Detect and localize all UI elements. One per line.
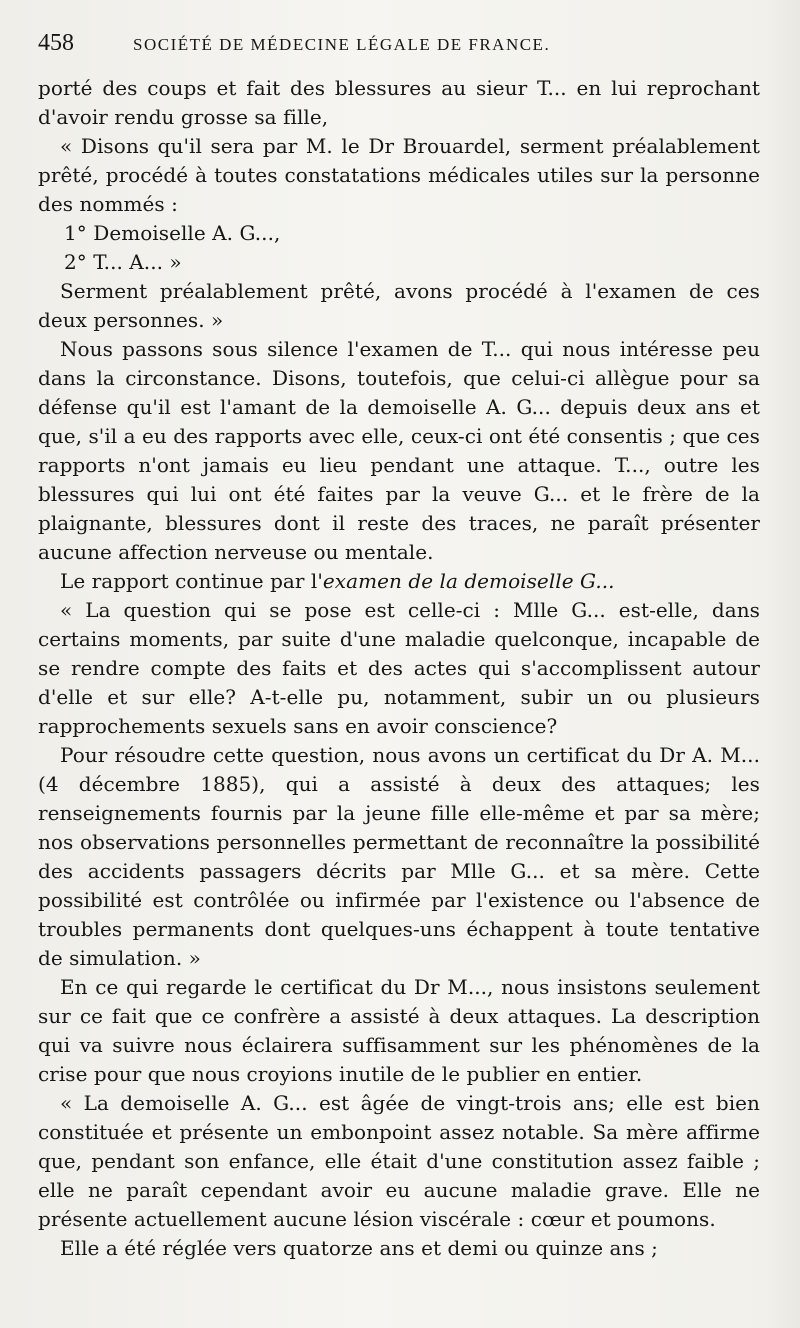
paragraph-7: Pour résoudre cette question, nous avons un certificat du Dr A. M... (4 décembre 1885), qui a assisté à deux des attaques; les renseignements fournis par la jeune fille elle-même et par sa mère; nos observations personnelles permettant de reconnaître la possibilité des accidents passagers décrits par Mlle G... et sa mère. Cette possibilité est contrôlée ou infirmée par l'existence ou l'absence de troubles permanents dont quelques-uns échappent à toute tentative de simulation. »	[38, 743, 760, 970]
paragraph-5	[38, 567, 760, 596]
paragraph-2: « Disons qu'il sera par M. le Dr Brouardel, serment préalablement prêté, procédé à toutes constatations médicales utiles sur la personne des nommés :	[38, 134, 760, 216]
list-item-1: 1° Demoiselle A. G...,	[64, 221, 281, 245]
paragraph-8: En ce qui regarde le certificat du Dr M..., nous insistons seulement sur ce fait que ce confrère a assisté à deux attaques. La description qui va suivre nous éclairera suffisamment sur les phénomènes de la crise pour que nous croyions inutile de le publier en entier.	[38, 975, 760, 1086]
paragraph-10: Elle a été réglée vers quatorze ans et demi ou quinze ans ;	[60, 1236, 658, 1260]
paragraph-6: « La question qui se pose est celle-ci : Mlle G... est-elle, dans certains moments, par suite d'une maladie quelconque, incapable de se rendre compte des faits et des actes qui s'accomplissent autour d'elle et sur elle? A-t-elle pu, notamment, subir un ou plusieurs rapprochements sexuels sans en avoir conscience?	[38, 598, 760, 738]
paragraph-3: Serment préalablement prêté, avons procédé à l'examen de ces deux personnes. »	[38, 279, 760, 332]
paragraph-9: « La demoiselle A. G... est âgée de vingt-trois ans; elle est bien constituée et présente un embonpoint assez notable. Sa mère affirme que, pendant son enfance, elle était d'une constitution assez faible ; elle ne paraît cependant avoir eu aucune maladie grave. Elle ne présente actuellement aucune lésion viscérale : cœur et poumons.	[38, 1091, 760, 1231]
paragraph-1: porté des coups et fait des blessures au sieur T... en lui reprochant d'avoir rendu grosse sa fille,	[38, 76, 760, 129]
paragraph-5-text: Le rapport continue par l'	[60, 569, 323, 593]
page-edge-shadow	[764, 0, 800, 1328]
running-title: SOCIÉTÉ DE MÉDECINE LÉGALE DE FRANCE.	[133, 35, 551, 54]
paragraph-5-italic: examen de la demoiselle G...	[322, 569, 615, 593]
page-number: 458	[38, 30, 74, 56]
body-text	[38, 74, 760, 1263]
paragraph-4: Nous passons sous silence l'examen de T... qui nous intéresse peu dans la circonstance. Disons, toutefois, que celui-ci allègue pour sa défense qu'il est l'amant de la demoiselle A. G... depuis deux ans et que, s'il a eu des rapports avec elle, ceux-ci ont été consentis ; que ces rapports n'ont jamais eu lieu pendant une attaque. T..., outre les blessures qui lui ont été faites par la veuve G... et le frère de la plaignante, blessures dont il reste des traces, ne paraît présenter aucune affection nerveuse ou mentale.	[38, 337, 760, 564]
page-header	[38, 30, 760, 74]
list-item-2: 2° T... A... »	[64, 250, 182, 274]
